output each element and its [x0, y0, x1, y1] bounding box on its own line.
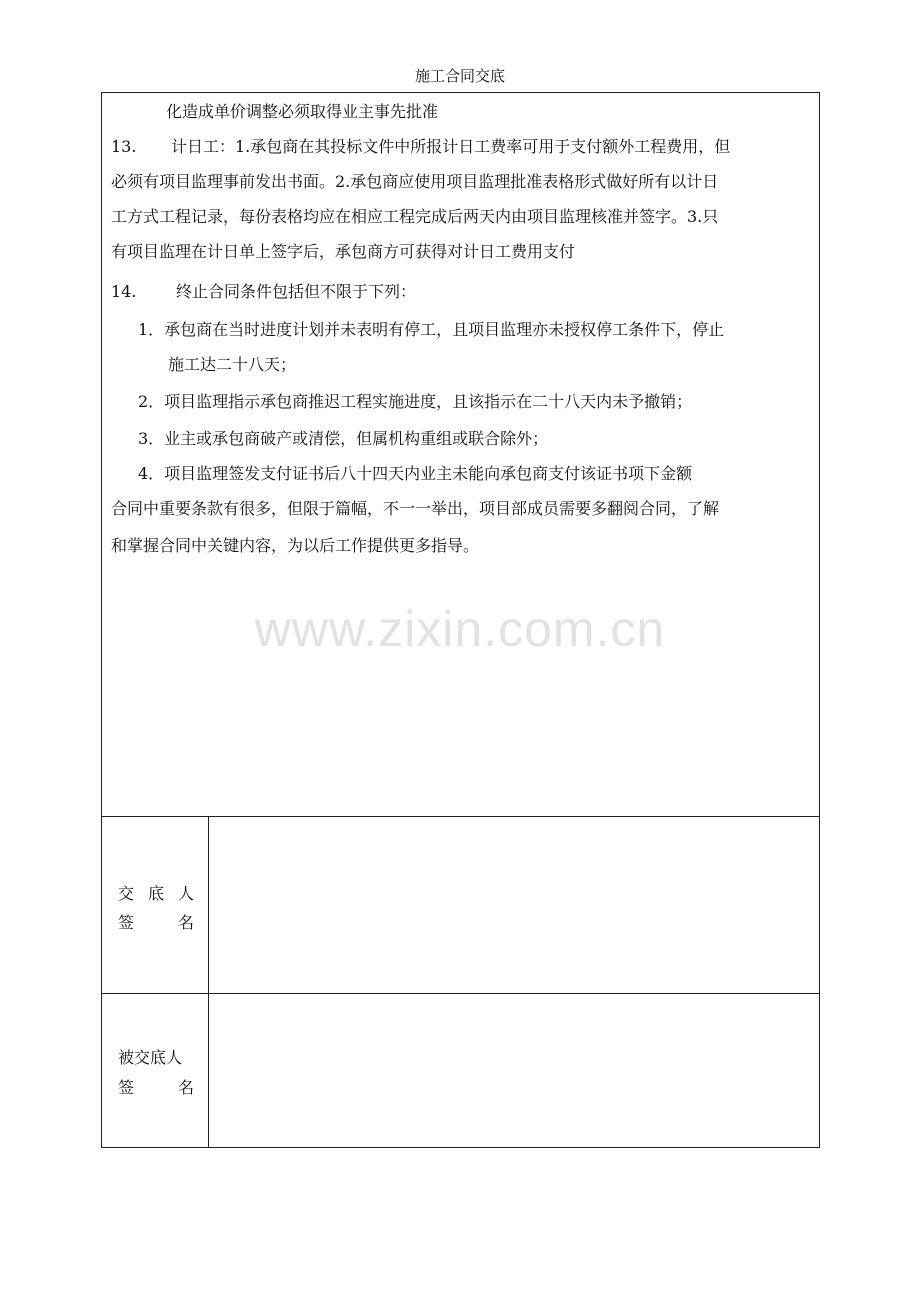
label-char: 签	[118, 1078, 135, 1097]
discloser-signature-row	[102, 817, 819, 994]
label-char: 底	[147, 884, 164, 903]
discloser-label-line1	[118, 879, 194, 909]
label-char: 签	[118, 913, 135, 932]
list-item: 2．项目监理指示承包商推迟工程实施进度，且该指示在二十八天内未予撤销；	[138, 392, 693, 411]
label-char: 交	[118, 884, 135, 903]
recipient-label-line2	[118, 1073, 194, 1103]
recipient-label	[102, 994, 209, 1147]
item-number-14: 14.	[111, 282, 137, 301]
discloser-signature-field[interactable]	[209, 817, 819, 993]
content-line: 终止合同条件包括但不限于下列：	[176, 282, 417, 301]
list-item: 1．承包商在当时进度计划并未表明有停工，且项目监理亦未授权停工条件下，停止	[138, 320, 725, 339]
label-char: 名	[177, 913, 194, 932]
content-line: 有项目监理在计日单上签字后，承包商方可获得对计日工费用支付	[111, 242, 576, 261]
label-char: 名	[177, 1078, 194, 1097]
recipient-label-line1	[118, 1043, 194, 1073]
label-text: 被交底人	[118, 1048, 183, 1067]
content-line: 合同中重要条款有很多，但限于篇幅，不一一举出，项目部成员需要多翻阅合同，了解	[111, 499, 720, 518]
list-item-continued: 施工达二十八天；	[168, 355, 297, 374]
content-line: 计日工：1.承包商在其投标文件中所报计日工费率可用于支付额外工程费用，但	[171, 137, 731, 156]
content-area	[102, 93, 819, 817]
item-number-13: 13.	[111, 137, 137, 156]
discloser-label	[102, 817, 209, 993]
page-title: 施工合同交底	[414, 67, 505, 85]
list-item: 4．项目监理签发支付证书后八十四天内业主未能向承包商支付该证书项下金额	[138, 464, 693, 483]
label-char: 人	[177, 884, 194, 903]
disclosure-table	[101, 92, 820, 1148]
content-line: 必须有项目监理事前发出书面。2.承包商应使用项目监理批准表格形式做好所有以计日	[111, 172, 719, 191]
watermark: www.zixin.com.cn	[254, 601, 666, 657]
recipient-signature-row	[102, 994, 819, 1147]
discloser-label-line2	[118, 908, 194, 938]
content-line: 化造成单价调整必须取得业主事先批准	[166, 102, 439, 121]
list-item: 3．业主或承包商破产或清偿，但属机构重组或联合除外；	[138, 429, 549, 448]
content-line: 和掌握合同中关键内容，为以后工作提供更多指导。	[111, 536, 480, 555]
recipient-signature-field[interactable]	[209, 994, 819, 1147]
content-line: 工方式工程记录，每份表格均应在相应工程完成后两天内由项目监理核准并签字。3.只	[111, 207, 719, 226]
